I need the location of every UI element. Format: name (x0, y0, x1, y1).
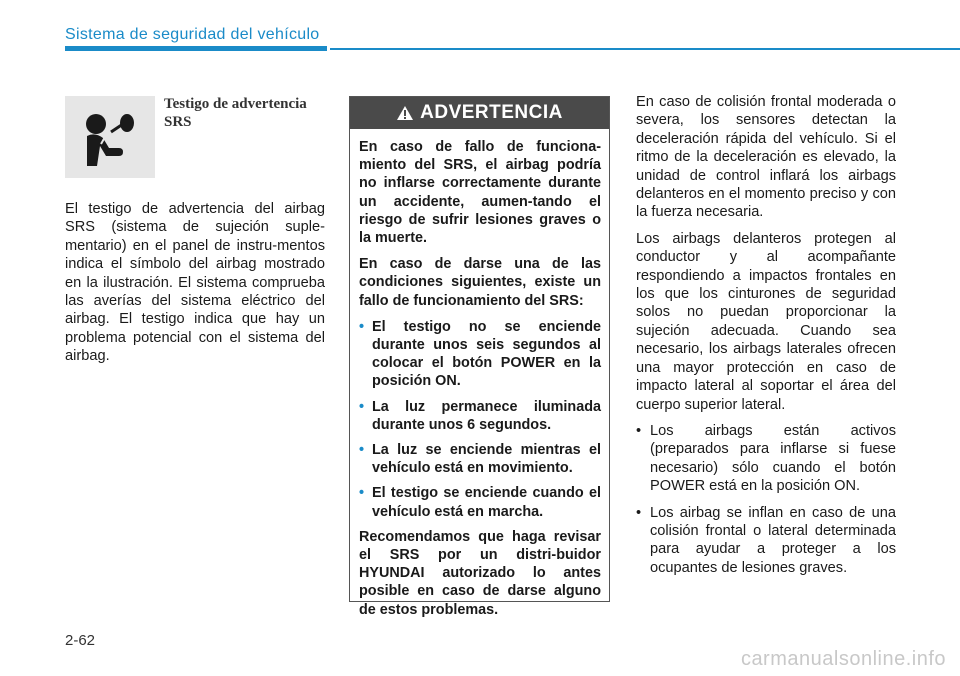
warning-paragraph-3: Recomendamos que haga revisar el SRS por un distri-buidor HYUNDAI autorizado lo antes posible en caso de darse alguno de estos problemas. (359, 528, 601, 618)
warning-bullet: • La luz permanece iluminada durante unos 6 segundos. (359, 398, 601, 434)
section-header-title: Sistema de seguridad del vehículo (65, 26, 320, 43)
right-bullet: • Los airbags están activos (preparados para inflarse si fuese necesario) sólo cuando el botón POWER está en la posición ON. (636, 422, 896, 496)
right-paragraph-1: En caso de colisión frontal moderada o severa, los sensores detectan la deceleración rápida del vehículo. Si el ritmo de la deceleración es elevado, la unidad de control inflará los airbags delanteros en el momento preciso y con la fuerza necesaria. (636, 94, 896, 221)
warning-bullet: • La luz se enciende mientras el vehículo está en movimiento. (359, 441, 601, 477)
header-rule-thin (330, 48, 960, 50)
warning-triangle-icon (396, 105, 414, 121)
warning-bullet: • El testigo se enciende cuando el vehículo está en marcha. (359, 484, 601, 520)
page-number: 2-62 (65, 632, 96, 649)
watermark: carmanualsonline.info (740, 648, 946, 670)
warning-body (350, 129, 609, 619)
right-bullet-list (636, 422, 896, 577)
airbag-warning-icon (65, 96, 155, 178)
warning-bullet-list (359, 318, 601, 521)
left-paragraph: El testigo de advertencia del airbag SRS (sistema de sujeción suple-mentario) en el panel de instru-mentos indica el símbolo del airbag mostrado en la ilustración. El sistema comprueba las averías del sistema eléctrico del airbag. El testigo indica que hay un problema potencial con el sistema del airbag. (65, 201, 325, 365)
right-bullet: • Los airbag se inflan en caso de una colisión frontal o lateral determinada para ayudar a proteger a los ocupantes de lesiones graves. (636, 504, 896, 578)
right-column (636, 93, 896, 585)
right-paragraph-2: Los airbags delanteros protegen al conductor y al acompañante respondiendo a impactos frontales en los que los cinturones de seguridad solos no puedan proporcionar la sujeción adecuada. Cuando sea necesario, los airbags laterales ofrecen una mayor protección en caso de impacto lateral al soportar el área del cuerpo superior lateral. (636, 230, 896, 413)
warning-paragraph-2: En caso de darse una de las condiciones siguientes, existe un fallo de funcionamiento del SRS: (359, 256, 601, 309)
subtitle: Testigo de advertencia SRS (164, 96, 307, 130)
warning-bullet: • El testigo no se enciende durante unos seis segundos al colocar el botón POWER en la posición ON. (359, 318, 601, 391)
warning-paragraph-1: En caso de fallo de funciona-miento del SRS, el airbag podría no inflarse correctamente durante un accidente, aumen-tando el riesgo de sufrir lesiones graves o la muerte. (359, 139, 601, 247)
warning-title: ADVERTENCIA (420, 102, 563, 123)
warning-header (350, 97, 609, 129)
warning-box (349, 96, 610, 618)
header-rule-thick (65, 46, 327, 51)
